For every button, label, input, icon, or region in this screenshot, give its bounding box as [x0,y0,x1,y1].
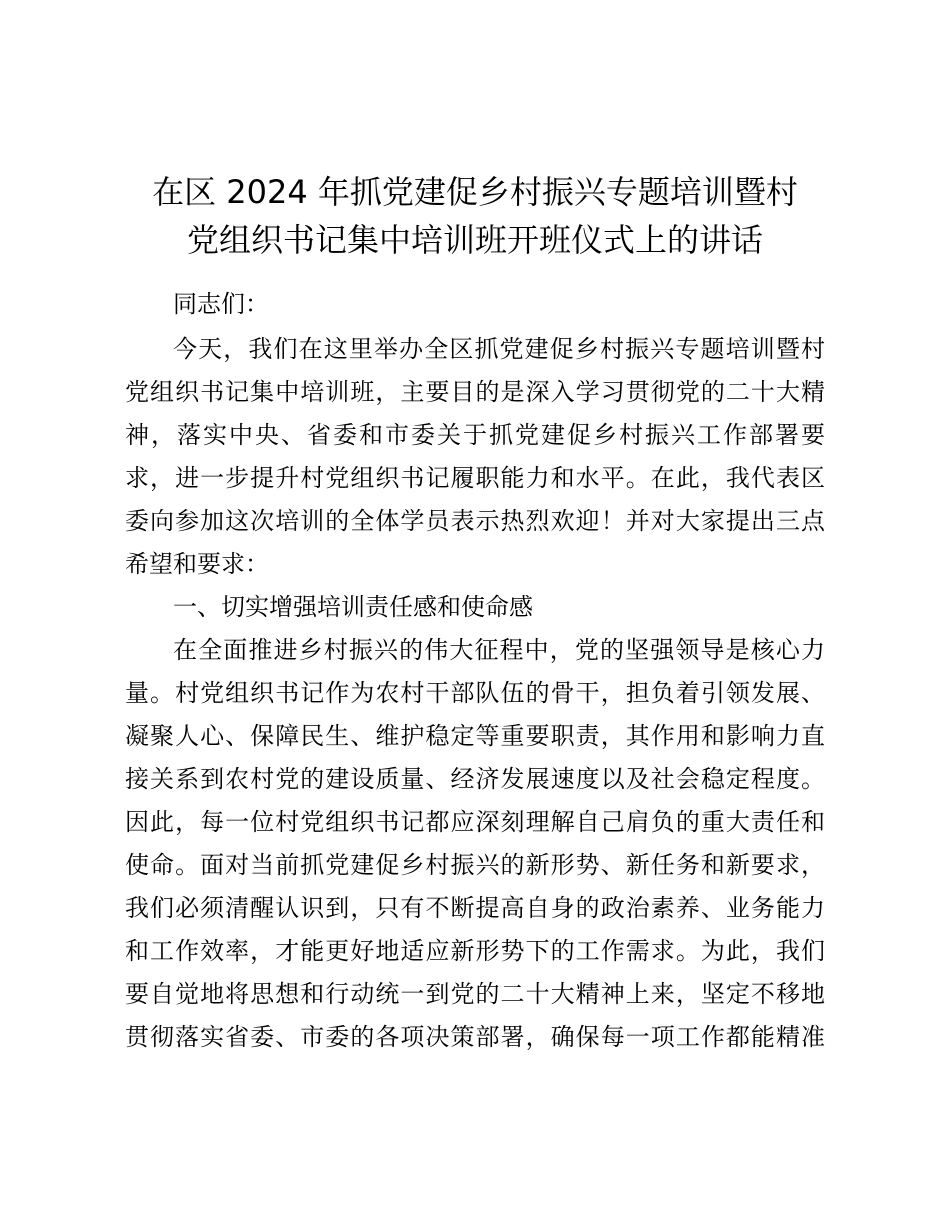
section-heading-1: 一、切实增强培训责任感和使命感 [173,593,533,621]
paragraph-2-line: 和工作效率，才能更好地适应新形势下的工作需求。为此，我们 [125,937,825,965]
salutation: 同志们： [173,290,269,318]
paragraph-1-line: 委向参加这次培训的全体学员表示热烈欢迎！并对大家提出三点 [125,507,825,535]
paragraph-2-line: 接关系到农村党的建设质量、经济发展速度以及社会稳定程度。 [125,765,825,793]
paragraph-1-line: 神，落实中央、省委和市委关于抓党建促乡村振兴工作部署要 [125,421,825,449]
paragraph-2-line: 贯彻落实省委、市委的各项决策部署，确保每一项工作都能精准 [125,1023,825,1051]
paragraph-1-line: 希望和要求： [125,550,269,578]
paragraph-2-line: 我们必须清醒认识到，只有不断提高自身的政治素养、业务能力 [125,894,825,922]
document-title-line-1: 在区 2024 年抓党建促乡村振兴专题培训暨村 [152,173,798,211]
paragraph-2-line: 量。村党组织书记作为农村干部队伍的骨干，担负着引领发展、 [125,679,825,707]
paragraph-2-line: 凝聚人心、保障民生、维护稳定等重要职责，其作用和影响力直 [125,722,825,750]
paragraph-2-line: 要自觉地将思想和行动统一到党的二十大精神上来，坚定不移地 [125,980,825,1008]
paragraph-2-line: 因此，每一位村党组织书记都应深刻理解自己肩负的重大责任和 [125,808,825,836]
paragraph-1-line: 党组织书记集中培训班，主要目的是深入学习贯彻党的二十大精 [125,378,825,406]
paragraph-2-line: 使命。面对当前抓党建促乡村振兴的新形势、新任务和新要求， [125,851,825,879]
paragraph-1-line: 求，进一步提升村党组织书记履职能力和水平。在此，我代表区 [125,464,825,492]
paragraph-1-line: 今天，我们在这里举办全区抓党建促乡村振兴专题培训暨村 [173,335,825,363]
document-title-line-2: 党组织书记集中培训班开班仪式上的讲话 [186,221,763,259]
paragraph-2-line: 在全面推进乡村振兴的伟大征程中，党的坚强领导是核心力 [173,636,825,664]
